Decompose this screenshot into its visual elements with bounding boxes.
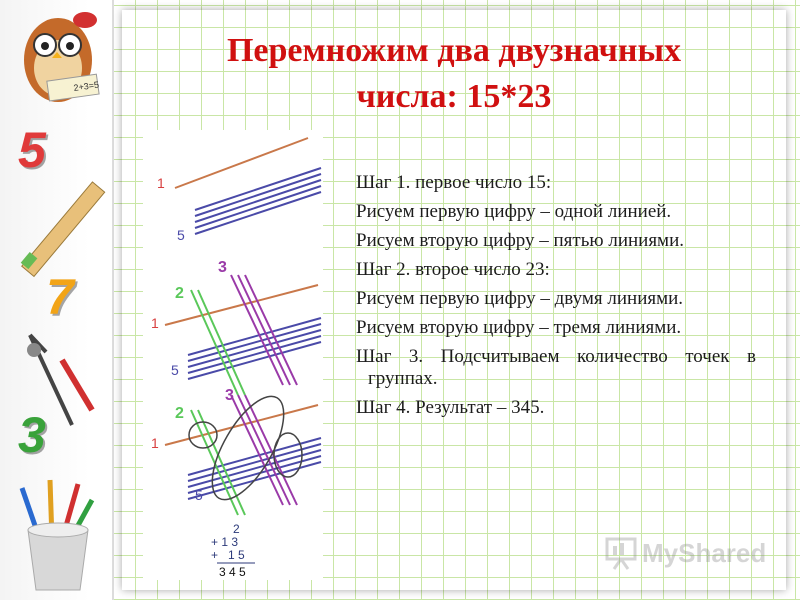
deco-number-7: 7 [46, 269, 74, 325]
slide-title [122, 28, 786, 120]
title-line-2: числа: 15*23 [356, 78, 552, 115]
watermark [604, 532, 767, 572]
step-1-second-digit: Рисуем вторую цифру – пятью линиями. [356, 230, 685, 251]
diag1-units-lines [195, 168, 321, 234]
sum-line-1: 2 [233, 522, 240, 536]
decorative-sidebar [0, 0, 114, 600]
title-line-1: Перемножим два двузначных [226, 32, 681, 69]
diag1-label-1: 1 [157, 175, 165, 191]
diag2-label-5: 5 [171, 362, 179, 378]
step-1-first-digit: Рисуем первую цифру – одной линией. [356, 201, 672, 222]
diagram-step-2 [151, 259, 321, 395]
sum-result: 3 4 5 [219, 565, 246, 579]
diag2-label-1: 1 [151, 315, 159, 331]
sum-block [211, 522, 255, 579]
presentation-screen-icon [604, 536, 640, 572]
pencil-cup-icon [22, 480, 92, 590]
diag3-label-2: 2 [175, 405, 184, 422]
step-2-first-digit: Рисуем первую цифру – двумя линиями. [356, 288, 684, 309]
diagram-step-3 [151, 386, 321, 515]
diag3-label-3: 3 [225, 387, 234, 404]
figure-drawing [143, 130, 323, 580]
diag1-tens-line [175, 138, 308, 188]
steps-list [356, 172, 756, 426]
deco-number-5: 5 [18, 122, 46, 178]
step-2-text: Шаг 2. второе число 23: [356, 259, 550, 280]
step-2-second-digit: Рисуем вторую цифру – тремя линиями. [356, 317, 682, 338]
owl-card-text: 2+3=5 [72, 79, 100, 93]
diag2-label-2: 2 [175, 285, 184, 302]
diag3-label-5: 5 [195, 487, 203, 503]
step-1-text: Шаг 1. первое число 15: [356, 172, 552, 193]
step-3-text: Шаг 3. Подсчитываем количество точек в группах. [356, 346, 756, 389]
deco-number-3: 3 [18, 407, 46, 463]
diag1-label-5: 5 [177, 227, 185, 243]
watermark-text: MyShared [642, 538, 767, 568]
sum-line-3: + 1 5 [211, 548, 245, 562]
line-multiplication-figure [143, 130, 323, 580]
sum-line-2: + 1 3 [211, 535, 239, 549]
step-4-text: Шаг 4. Результат – 345. [356, 397, 545, 418]
diag2-label-3: 3 [218, 259, 227, 276]
diag3-label-1: 1 [151, 435, 159, 451]
ruler-icon [21, 182, 105, 277]
diagram-step-1 [157, 138, 321, 243]
